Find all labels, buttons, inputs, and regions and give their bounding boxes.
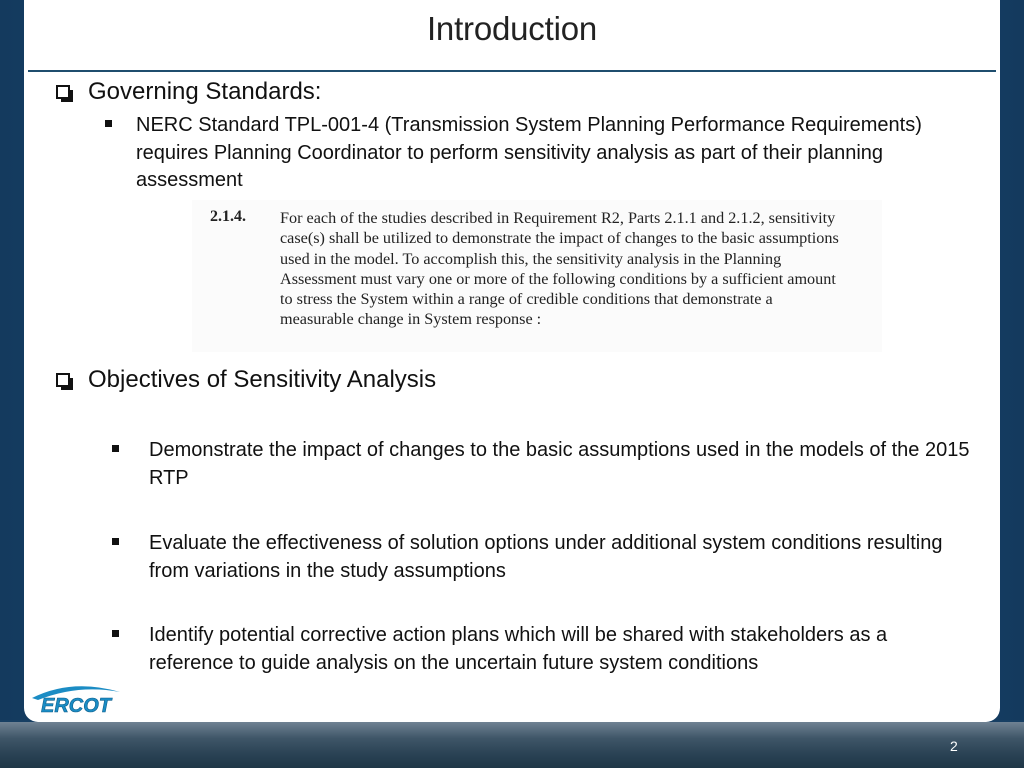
- square-bullet-icon: [112, 630, 119, 637]
- slide-content-area: [24, 0, 1000, 722]
- ercot-logo: [28, 676, 124, 716]
- slide-title: Introduction: [426, 10, 598, 47]
- list-item: [105, 112, 945, 195]
- square-bullet-icon: [112, 538, 119, 545]
- list-item: [112, 622, 972, 677]
- square-bullet-icon: [112, 445, 119, 452]
- title-divider: [28, 70, 996, 72]
- checkbox-bullet-icon: [56, 373, 70, 387]
- list-item: [112, 530, 972, 585]
- footer-bar: [0, 722, 1024, 768]
- section-heading-text: Governing Standards:: [88, 78, 322, 105]
- section-heading-objectives: [56, 366, 436, 394]
- requirement-excerpt: [192, 200, 882, 352]
- bullet-text: Identify potential corrective action plans which will be shared with stakeholders as a reference to guide analysis on the uncertain future system conditions: [149, 624, 888, 674]
- bullet-text: NERC Standard TPL-001-4 (Transmission System Planning Performance Requirements) requires Planning Coordinator to perform sensitivity analysis as part of their planning assessment: [136, 114, 922, 191]
- section-heading-governing-standards: [56, 78, 321, 106]
- bullet-text: Demonstrate the impact of changes to the basic assumptions used in the models of the 2015 RTP: [149, 439, 970, 489]
- checkbox-bullet-icon: [56, 85, 70, 99]
- list-item: [112, 437, 972, 492]
- requirement-number: 2.1.4.: [210, 208, 246, 225]
- requirement-text: For each of the studies described in Requirement R2, Parts 2.1.1 and 2.1.2, sensitivity case(s) shall be utilized to demonstrate the impact of changes to the basic assumptions used in the model. To accomplish this, the sensitivity analysis in the Planning Assessment must vary one or more of the following conditions by a sufficient amount to stress the System within a range of credible conditions that demonstrate a measurable change in System response :: [280, 209, 839, 329]
- page-number: 2: [950, 738, 958, 754]
- square-bullet-icon: [105, 120, 112, 127]
- section-heading-text: Objectives of Sensitivity Analysis: [88, 366, 437, 393]
- bullet-text: Evaluate the effectiveness of solution options under additional system conditions resulting from variations in the study assumptions: [149, 532, 943, 582]
- logo-text: ERCOT: [41, 695, 111, 716]
